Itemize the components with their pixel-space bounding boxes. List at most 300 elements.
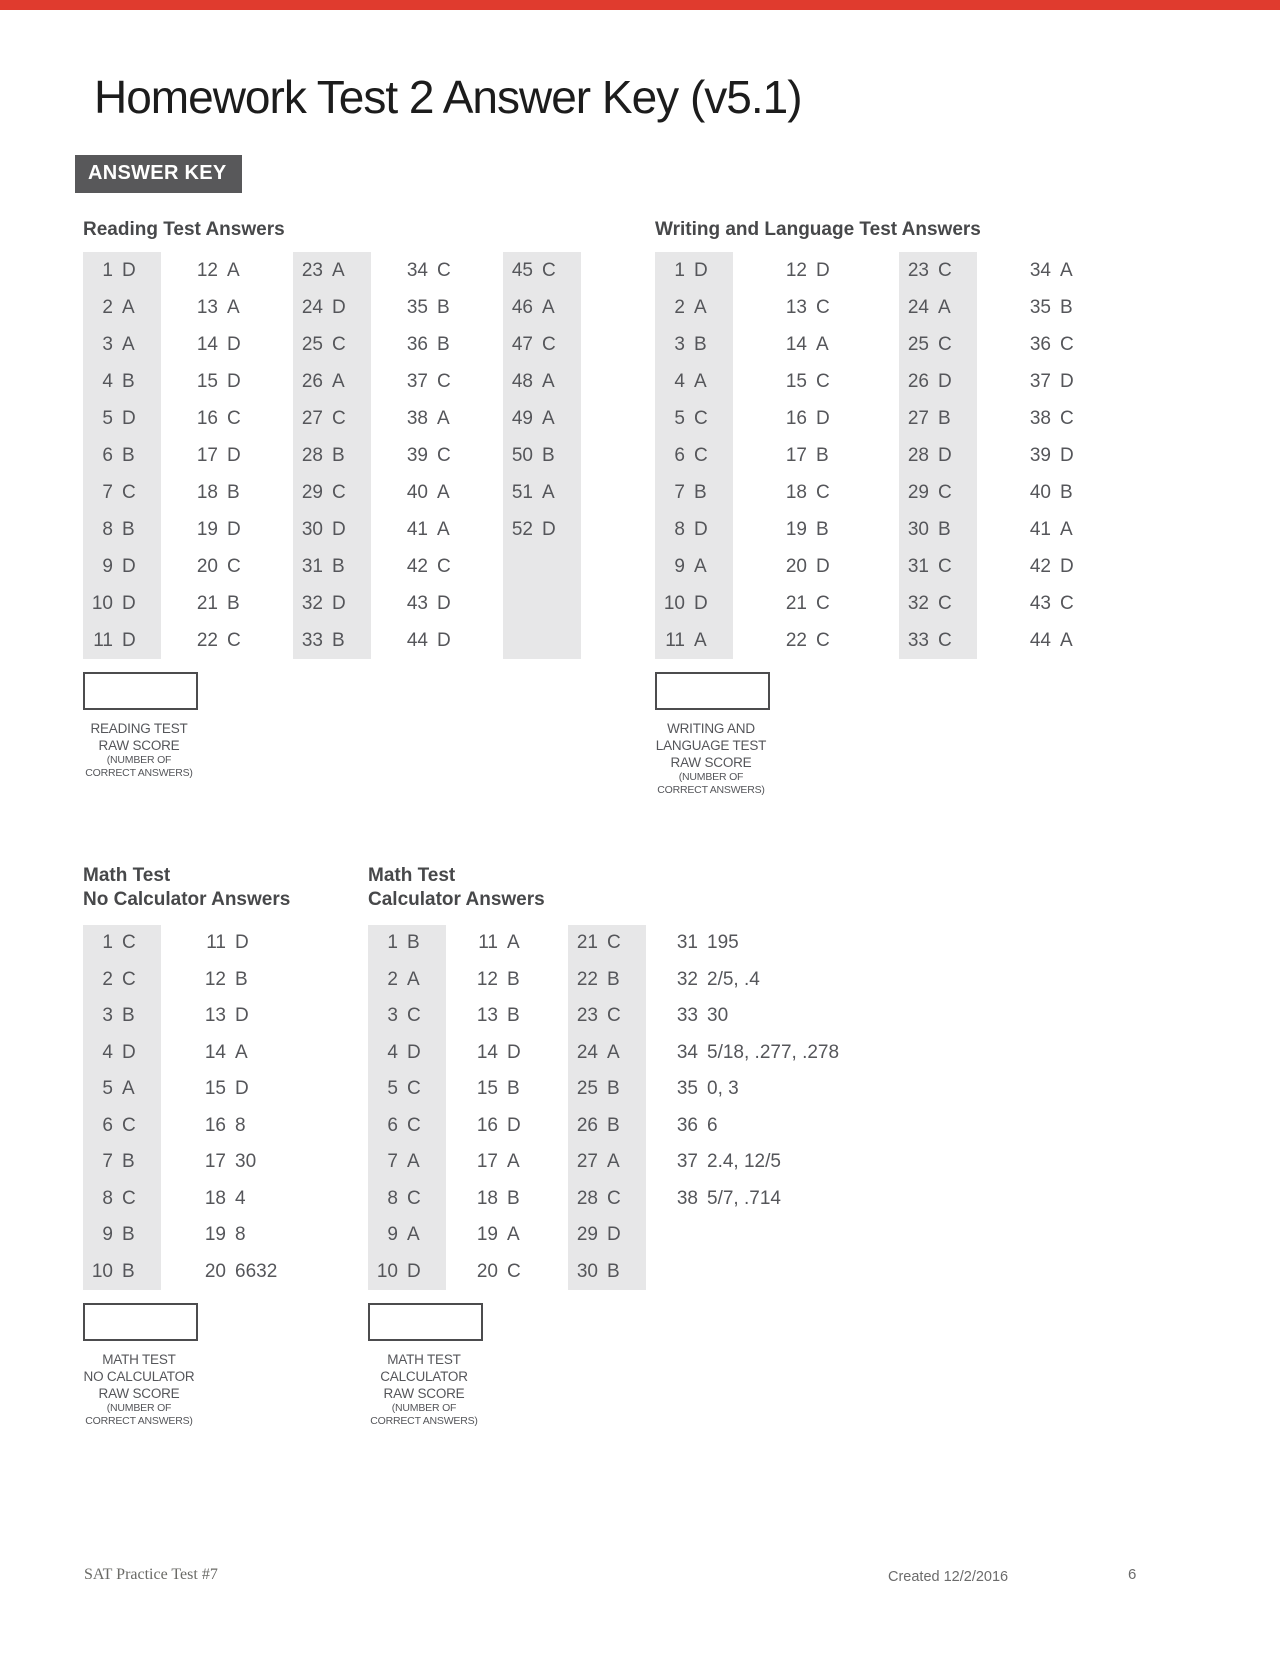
answer-cell bbox=[899, 622, 977, 659]
question-number: 30 bbox=[907, 518, 929, 540]
answer-value: C bbox=[437, 259, 451, 281]
question-number: 13 bbox=[204, 1005, 226, 1027]
answer-cell bbox=[83, 289, 161, 326]
question-number: 36 bbox=[676, 1114, 698, 1136]
answer-cell bbox=[655, 400, 733, 437]
answer-value: B bbox=[122, 444, 135, 466]
answer-value: B bbox=[332, 555, 345, 577]
question-number: 24 bbox=[907, 296, 929, 318]
answer-cell bbox=[777, 511, 855, 548]
answer-cell bbox=[293, 548, 371, 585]
answer-value: D bbox=[235, 1078, 249, 1100]
question-number: 40 bbox=[1029, 481, 1051, 503]
answer-value: D bbox=[816, 555, 830, 577]
question-number: 31 bbox=[676, 932, 698, 954]
answer-column bbox=[196, 925, 278, 1290]
question-number: 30 bbox=[301, 518, 323, 540]
question-number: 31 bbox=[301, 555, 323, 577]
answer-value: A bbox=[227, 296, 240, 318]
answer-cell bbox=[899, 326, 977, 363]
answer-cell bbox=[568, 1035, 646, 1072]
answer-cell bbox=[188, 548, 266, 585]
section-heading-line: Math Test bbox=[83, 865, 171, 886]
answer-cell bbox=[468, 1144, 546, 1181]
answer-column bbox=[568, 925, 646, 1290]
answer-value: D bbox=[938, 370, 952, 392]
question-number: 16 bbox=[476, 1114, 498, 1136]
answer-cell bbox=[188, 363, 266, 400]
answer-value: D bbox=[437, 592, 451, 614]
answer-value: 30 bbox=[707, 1005, 729, 1027]
writing-raw-score bbox=[655, 672, 1143, 797]
answer-cell bbox=[468, 1254, 546, 1291]
question-number: 32 bbox=[676, 968, 698, 990]
raw-score-sublabel-line: CORRECT ANSWERS) bbox=[85, 767, 193, 779]
section-heading-line: Reading Test Answers bbox=[83, 219, 285, 240]
answer-cell bbox=[293, 326, 371, 363]
answer-value: A bbox=[542, 481, 555, 503]
answer-value: B bbox=[1060, 296, 1073, 318]
answer-value: D bbox=[235, 1005, 249, 1027]
answer-cell bbox=[293, 289, 371, 326]
answer-cell bbox=[668, 1108, 918, 1145]
answer-value: C bbox=[938, 592, 952, 614]
question-number: 27 bbox=[301, 407, 323, 429]
answer-cell bbox=[899, 437, 977, 474]
answer-cell bbox=[188, 474, 266, 511]
question-number: 27 bbox=[576, 1151, 598, 1173]
reading-answer-grid bbox=[83, 252, 608, 659]
question-number: 3 bbox=[102, 1005, 113, 1027]
question-number: 13 bbox=[476, 1005, 498, 1027]
answer-cell bbox=[568, 1108, 646, 1145]
answer-value: B bbox=[1060, 481, 1073, 503]
answer-value: A bbox=[1060, 629, 1073, 651]
question-number: 14 bbox=[196, 333, 218, 355]
question-number: 1 bbox=[674, 259, 685, 281]
answer-value: A bbox=[407, 1224, 420, 1246]
raw-score-sublabel-line: CORRECT ANSWERS) bbox=[370, 1415, 478, 1427]
answer-cell bbox=[899, 511, 977, 548]
question-number: 2 bbox=[102, 296, 113, 318]
math-calculator-raw-score bbox=[368, 1303, 940, 1428]
answer-cell bbox=[1021, 437, 1099, 474]
question-number: 23 bbox=[576, 1005, 598, 1027]
question-number: 9 bbox=[102, 1224, 113, 1246]
answer-value: A bbox=[607, 1151, 620, 1173]
question-number: 42 bbox=[1029, 555, 1051, 577]
answer-cell bbox=[655, 252, 733, 289]
answer-value: A bbox=[332, 370, 345, 392]
question-number: 7 bbox=[387, 1151, 398, 1173]
math-no-calculator-heading bbox=[83, 864, 309, 925]
question-number: 35 bbox=[406, 296, 428, 318]
answer-cell bbox=[468, 962, 546, 999]
answer-cell bbox=[83, 511, 161, 548]
answer-cell bbox=[83, 622, 161, 659]
answer-value: C bbox=[122, 932, 136, 954]
question-number: 23 bbox=[907, 259, 929, 281]
question-number: 40 bbox=[406, 481, 428, 503]
answer-value: A bbox=[122, 333, 135, 355]
question-number: 14 bbox=[785, 333, 807, 355]
question-number: 31 bbox=[907, 555, 929, 577]
question-number: 25 bbox=[301, 333, 323, 355]
raw-score-sublabel-line: (NUMBER OF bbox=[106, 1402, 172, 1414]
question-number: 23 bbox=[301, 259, 323, 281]
answer-value: A bbox=[437, 481, 450, 503]
answer-value: B bbox=[332, 629, 345, 651]
answer-value: A bbox=[407, 968, 420, 990]
answer-cell bbox=[188, 511, 266, 548]
answer-value: C bbox=[437, 555, 451, 577]
reading-test-section bbox=[83, 218, 608, 780]
answer-value: C bbox=[122, 481, 136, 503]
answer-value: B bbox=[332, 444, 345, 466]
answer-cell bbox=[468, 1071, 546, 1108]
answer-value: C bbox=[938, 333, 952, 355]
answer-cell bbox=[468, 1108, 546, 1145]
answer-cell bbox=[777, 585, 855, 622]
math-calculator-raw-score-box bbox=[368, 1303, 483, 1341]
answer-value: C bbox=[407, 1187, 421, 1209]
answer-value: A bbox=[437, 518, 450, 540]
answer-value: C bbox=[816, 481, 830, 503]
question-number: 11 bbox=[478, 932, 498, 954]
answer-cell bbox=[1021, 585, 1099, 622]
question-number: 21 bbox=[576, 932, 598, 954]
answer-value: D bbox=[332, 518, 346, 540]
answer-cell bbox=[468, 1181, 546, 1218]
answer-value: A bbox=[694, 296, 707, 318]
answer-value: D bbox=[507, 1041, 521, 1063]
question-number: 47 bbox=[511, 333, 533, 355]
answer-value: A bbox=[1060, 518, 1073, 540]
answer-value: C bbox=[1060, 407, 1074, 429]
answer-value: D bbox=[1060, 555, 1074, 577]
answer-column bbox=[398, 252, 476, 659]
answer-cell bbox=[777, 363, 855, 400]
answer-cell bbox=[655, 511, 733, 548]
answer-cell bbox=[777, 474, 855, 511]
answer-value: C bbox=[938, 481, 952, 503]
math-calculator-heading bbox=[368, 864, 940, 925]
answer-value: D bbox=[122, 1041, 136, 1063]
answer-cell bbox=[83, 1071, 161, 1108]
answer-value: C bbox=[227, 629, 241, 651]
question-number: 7 bbox=[102, 481, 113, 503]
question-number: 27 bbox=[907, 407, 929, 429]
answer-column bbox=[655, 252, 733, 659]
answer-cell bbox=[368, 1108, 446, 1145]
answer-value: 8 bbox=[235, 1114, 246, 1136]
question-number: 52 bbox=[511, 518, 533, 540]
raw-score-label-line: RAW SCORE bbox=[98, 738, 180, 753]
answer-cell bbox=[568, 1254, 646, 1291]
answer-cell bbox=[503, 252, 581, 289]
raw-score-label-line: MATH TEST bbox=[102, 1352, 176, 1367]
answer-value: D bbox=[816, 407, 830, 429]
answer-value: A bbox=[542, 296, 555, 318]
answer-cell bbox=[777, 622, 855, 659]
raw-score-label-line: WRITING AND bbox=[667, 721, 755, 736]
answer-value: B bbox=[227, 481, 240, 503]
answer-cell bbox=[655, 548, 733, 585]
question-number: 30 bbox=[576, 1260, 598, 1282]
answer-value: B bbox=[507, 1078, 520, 1100]
answer-cell bbox=[196, 998, 274, 1035]
answer-cell bbox=[368, 998, 446, 1035]
question-number: 7 bbox=[674, 481, 685, 503]
answer-value: C bbox=[122, 1114, 136, 1136]
answer-value: A bbox=[938, 296, 951, 318]
answer-cell bbox=[196, 1035, 274, 1072]
answer-value: C bbox=[407, 1078, 421, 1100]
question-number: 34 bbox=[1029, 259, 1051, 281]
raw-score-sublabel-line: CORRECT ANSWERS) bbox=[657, 784, 765, 796]
answer-cell bbox=[1021, 252, 1099, 289]
question-number: 22 bbox=[576, 968, 598, 990]
raw-score-label-line: CALCULATOR bbox=[380, 1369, 468, 1384]
raw-score-label-line: LANGUAGE TEST bbox=[655, 738, 767, 753]
answer-cell bbox=[196, 1071, 274, 1108]
reading-raw-score-label bbox=[49, 720, 229, 780]
answer-cell bbox=[503, 474, 581, 511]
reading-raw-score bbox=[83, 672, 608, 780]
answer-value: C bbox=[507, 1260, 521, 1282]
answer-value: B bbox=[816, 444, 829, 466]
question-number: 3 bbox=[674, 333, 685, 355]
answer-column bbox=[1021, 252, 1099, 659]
question-number: 32 bbox=[301, 592, 323, 614]
math-no-calculator-raw-score-label bbox=[49, 1351, 229, 1428]
question-number: 16 bbox=[204, 1114, 226, 1136]
answer-value: C bbox=[694, 407, 708, 429]
answer-column bbox=[668, 925, 918, 1290]
question-number: 2 bbox=[387, 968, 398, 990]
answer-cell bbox=[293, 511, 371, 548]
answer-value: B bbox=[437, 296, 450, 318]
answer-value: C bbox=[122, 1187, 136, 1209]
answer-value: C bbox=[694, 444, 708, 466]
question-number: 24 bbox=[576, 1041, 598, 1063]
answer-cell bbox=[899, 289, 977, 326]
answer-cell bbox=[899, 252, 977, 289]
question-number: 1 bbox=[102, 932, 113, 954]
question-number: 37 bbox=[406, 370, 428, 392]
answer-cell bbox=[568, 1181, 646, 1218]
raw-score-sublabel-line: (NUMBER OF bbox=[678, 771, 744, 783]
answer-cell bbox=[83, 1035, 161, 1072]
question-number: 1 bbox=[387, 932, 398, 954]
answer-value: D bbox=[694, 518, 708, 540]
question-number: 18 bbox=[785, 481, 807, 503]
answer-value: D bbox=[1060, 444, 1074, 466]
raw-score-label-line: NO CALCULATOR bbox=[83, 1369, 195, 1384]
answer-value: A bbox=[507, 1151, 520, 1173]
answer-value: A bbox=[437, 407, 450, 429]
answer-cell bbox=[368, 962, 446, 999]
answer-cell bbox=[568, 962, 646, 999]
writing-test-heading bbox=[655, 218, 1143, 252]
answer-cell bbox=[83, 1108, 161, 1145]
question-number: 11 bbox=[206, 932, 226, 954]
answer-value: B bbox=[507, 968, 520, 990]
answer-cell bbox=[503, 400, 581, 437]
answer-cell bbox=[1021, 289, 1099, 326]
question-number: 42 bbox=[406, 555, 428, 577]
math-no-calculator-raw-score bbox=[83, 1303, 309, 1428]
answer-value: C bbox=[122, 968, 136, 990]
question-number: 43 bbox=[406, 592, 428, 614]
answer-value: D bbox=[235, 932, 249, 954]
question-number: 33 bbox=[676, 1005, 698, 1027]
answer-cell bbox=[568, 1071, 646, 1108]
answer-value: 0, 3 bbox=[707, 1078, 739, 1100]
answer-cell bbox=[899, 400, 977, 437]
answer-cell bbox=[293, 252, 371, 289]
footer-created-date: Created 12/2/2016 bbox=[888, 1569, 1009, 1585]
answer-cell bbox=[196, 1108, 274, 1145]
answer-value: A bbox=[694, 370, 707, 392]
question-number: 48 bbox=[511, 370, 533, 392]
answer-cell bbox=[1021, 622, 1099, 659]
answer-value: D bbox=[122, 592, 136, 614]
answer-value: B bbox=[694, 333, 707, 355]
answer-cell bbox=[668, 998, 918, 1035]
answer-cell bbox=[655, 326, 733, 363]
answer-value: D bbox=[122, 259, 136, 281]
answer-cell bbox=[668, 962, 918, 999]
question-number: 2 bbox=[102, 968, 113, 990]
answer-cell bbox=[368, 1144, 446, 1181]
answer-value: C bbox=[938, 555, 952, 577]
answer-value: B bbox=[227, 592, 240, 614]
answer-cell bbox=[398, 363, 476, 400]
question-number: 51 bbox=[511, 481, 533, 503]
answer-cell bbox=[777, 326, 855, 363]
section-heading-line: No Calculator Answers bbox=[83, 889, 291, 910]
answer-value: B bbox=[122, 1005, 135, 1027]
answer-cell bbox=[83, 925, 161, 962]
answer-cell bbox=[398, 511, 476, 548]
question-number: 18 bbox=[196, 481, 218, 503]
page-title: Homework Test 2 Answer Key (v5.1) bbox=[94, 71, 802, 123]
answer-cell bbox=[777, 289, 855, 326]
question-number: 20 bbox=[196, 555, 218, 577]
question-number: 41 bbox=[1029, 518, 1051, 540]
question-number: 21 bbox=[196, 592, 218, 614]
answer-value: A bbox=[227, 259, 240, 281]
question-number: 22 bbox=[785, 629, 807, 651]
answer-value: C bbox=[1060, 592, 1074, 614]
answer-cell bbox=[655, 585, 733, 622]
answer-value: D bbox=[227, 444, 241, 466]
question-number: 28 bbox=[301, 444, 323, 466]
answer-value: 5/7, .714 bbox=[707, 1187, 781, 1209]
question-number: 2 bbox=[674, 296, 685, 318]
question-number: 9 bbox=[387, 1224, 398, 1246]
question-number: 17 bbox=[204, 1151, 226, 1173]
answer-value: B bbox=[407, 932, 420, 954]
answer-cell bbox=[196, 1254, 278, 1291]
answer-value: A bbox=[507, 1224, 520, 1246]
answer-cell bbox=[655, 437, 733, 474]
question-number: 5 bbox=[102, 1078, 113, 1100]
reading-test-heading bbox=[83, 218, 608, 252]
raw-score-label-line: RAW SCORE bbox=[98, 1386, 180, 1401]
question-number: 6 bbox=[102, 444, 113, 466]
question-number: 18 bbox=[476, 1187, 498, 1209]
question-number: 46 bbox=[511, 296, 533, 318]
answer-column bbox=[83, 252, 161, 659]
question-number: 29 bbox=[907, 481, 929, 503]
answer-value: A bbox=[122, 296, 135, 318]
answer-cell bbox=[196, 1217, 274, 1254]
answer-cell bbox=[1021, 326, 1099, 363]
question-number: 9 bbox=[674, 555, 685, 577]
answer-value: C bbox=[437, 370, 451, 392]
answer-value: B bbox=[235, 968, 248, 990]
answer-value: D bbox=[122, 407, 136, 429]
question-number: 8 bbox=[102, 1187, 113, 1209]
question-number: 19 bbox=[785, 518, 807, 540]
question-number: 19 bbox=[476, 1224, 498, 1246]
question-number: 37 bbox=[1029, 370, 1051, 392]
writing-answer-grid bbox=[655, 252, 1143, 659]
answer-column bbox=[468, 925, 546, 1290]
answer-cell bbox=[83, 400, 161, 437]
answer-cell bbox=[83, 1181, 161, 1218]
answer-value: D bbox=[332, 592, 346, 614]
answer-value: D bbox=[227, 333, 241, 355]
answer-cell bbox=[503, 511, 581, 548]
answer-cell bbox=[568, 998, 646, 1035]
question-number: 19 bbox=[204, 1224, 226, 1246]
answer-value: B bbox=[938, 518, 951, 540]
question-number: 4 bbox=[102, 370, 113, 392]
question-number: 17 bbox=[476, 1151, 498, 1173]
answer-cell bbox=[398, 622, 476, 659]
question-number: 28 bbox=[907, 444, 929, 466]
answer-value: A bbox=[607, 1041, 620, 1063]
answer-cell bbox=[83, 962, 161, 999]
answer-value: C bbox=[437, 444, 451, 466]
math-calculator-raw-score-label bbox=[334, 1351, 514, 1428]
question-number: 41 bbox=[406, 518, 428, 540]
question-number: 15 bbox=[476, 1078, 498, 1100]
answer-value: B bbox=[507, 1187, 520, 1209]
question-number: 20 bbox=[204, 1260, 226, 1282]
answer-cell bbox=[83, 252, 161, 289]
answer-value: B bbox=[122, 370, 135, 392]
section-heading-line: Writing and Language Test Answers bbox=[655, 219, 981, 240]
answer-value: A bbox=[542, 407, 555, 429]
answer-value: C bbox=[607, 932, 621, 954]
question-number: 26 bbox=[576, 1114, 598, 1136]
question-number: 6 bbox=[102, 1114, 113, 1136]
answer-cell bbox=[899, 363, 977, 400]
answer-cell bbox=[188, 622, 266, 659]
question-number: 19 bbox=[196, 518, 218, 540]
question-number: 5 bbox=[387, 1078, 398, 1100]
question-number: 39 bbox=[406, 444, 428, 466]
question-number: 16 bbox=[196, 407, 218, 429]
answer-cell bbox=[568, 1217, 646, 1254]
answer-value: D bbox=[122, 629, 136, 651]
answer-value: 5/18, .277, .278 bbox=[707, 1041, 840, 1063]
answer-value: D bbox=[437, 629, 451, 651]
